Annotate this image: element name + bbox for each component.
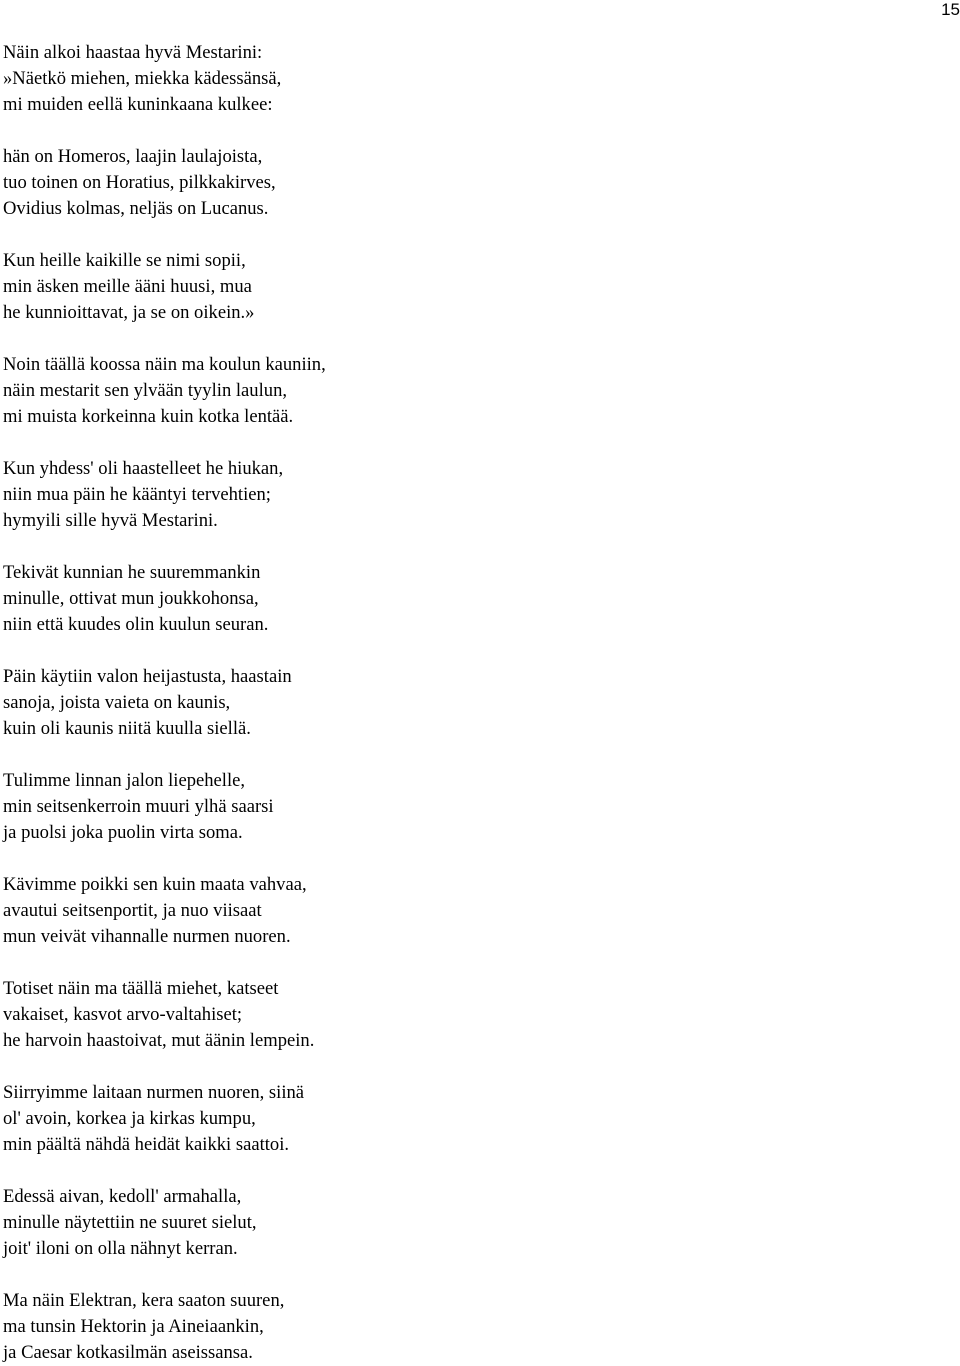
- verse-line: Totiset näin ma täällä miehet, katseet: [3, 978, 279, 999]
- verse-line: min päältä nähdä heidät kaikki saattoi.: [3, 1134, 290, 1155]
- verse-line: Siirryimme laitaan nurmen nuoren, siinä: [3, 1082, 305, 1103]
- verse-line: vakaiset, kasvot arvo-valtahiset;: [3, 1004, 243, 1025]
- verse-line: Kun heille kaikille se nimi sopii,: [3, 250, 246, 271]
- verse-line: mi muista korkeinna kuin kotka lentää.: [3, 406, 294, 427]
- verse-line: ol' avoin, korkea ja kirkas kumpu,: [3, 1108, 256, 1129]
- verse-line: Näin alkoi haastaa hyvä Mestarini:: [3, 42, 263, 63]
- verse-line: Kävimme poikki sen kuin maata vahvaa,: [3, 874, 307, 895]
- verse-line: niin että kuudes olin kuulun seuran.: [3, 614, 269, 635]
- verse-line: Tulimme linnan jalon liepehelle,: [3, 770, 246, 791]
- verse-line: joit' iloni on olla nähnyt kerran.: [3, 1238, 238, 1259]
- stanza: [3, 560, 326, 638]
- verse-line: tuo toinen on Horatius, pilkkakirves,: [3, 172, 276, 193]
- stanza: [3, 144, 326, 222]
- poem-text: [3, 40, 326, 1366]
- verse-line: he harvoin haastoivat, mut äänin lempein.: [3, 1030, 315, 1051]
- stanza: [3, 976, 326, 1054]
- stanza: [3, 456, 326, 534]
- verse-line: Noin täällä koossa näin ma koulun kauniin,: [3, 354, 326, 375]
- verse-line: ja puolsi joka puolin virta soma.: [3, 822, 243, 843]
- stanza: [3, 352, 326, 430]
- verse-line: Kun yhdess' oli haastelleet he hiukan,: [3, 458, 284, 479]
- verse-line: minulle, ottivat mun joukkohonsa,: [3, 588, 259, 609]
- verse-line: min seitsenkerroin muuri ylhä saarsi: [3, 796, 274, 817]
- verse-line: ja Caesar kotkasilmän aseissansa.: [3, 1342, 253, 1363]
- verse-line: ma tunsin Hektorin ja Aineiaankin,: [3, 1316, 264, 1337]
- verse-line: Päin käytiin valon heijastusta, haastain: [3, 666, 292, 687]
- verse-line: Edessä aivan, kedoll' armahalla,: [3, 1186, 242, 1207]
- stanza: [3, 768, 326, 846]
- verse-line: mi muiden eellä kuninkaana kulkee:: [3, 94, 273, 115]
- verse-line: hymyili sille hyvä Mestarini.: [3, 510, 218, 531]
- stanza: [3, 1080, 326, 1158]
- verse-line: niin mua päin he kääntyi tervehtien;: [3, 484, 271, 505]
- verse-line: sanoja, joista vaieta on kaunis,: [3, 692, 231, 713]
- stanza: [3, 40, 326, 118]
- stanza: [3, 1288, 326, 1366]
- verse-line: »Näetkö miehen, miekka kädessänsä,: [3, 68, 282, 89]
- verse-line: kuin oli kaunis niitä kuulla siellä.: [3, 718, 251, 739]
- verse-line: Tekivät kunnian he suuremmankin: [3, 562, 261, 583]
- stanza: [3, 1184, 326, 1262]
- stanza: [3, 664, 326, 742]
- page-number: 15: [941, 0, 960, 19]
- stanza: [3, 248, 326, 326]
- verse-line: avautui seitsenportit, ja nuo viisaat: [3, 900, 262, 921]
- verse-line: mun veivät vihannalle nurmen nuoren.: [3, 926, 291, 947]
- verse-line: hän on Homeros, laajin laulajoista,: [3, 146, 263, 167]
- verse-line: minulle näytettiin ne suuret sielut,: [3, 1212, 257, 1233]
- verse-line: he kunnioittavat, ja se on oikein.»: [3, 302, 255, 323]
- verse-line: Ovidius kolmas, neljäs on Lucanus.: [3, 198, 269, 219]
- stanza: [3, 872, 326, 950]
- verse-line: Ma näin Elektran, kera saaton suuren,: [3, 1290, 285, 1311]
- verse-line: näin mestarit sen ylvään tyylin laulun,: [3, 380, 288, 401]
- verse-line: min äsken meille ääni huusi, mua: [3, 276, 252, 297]
